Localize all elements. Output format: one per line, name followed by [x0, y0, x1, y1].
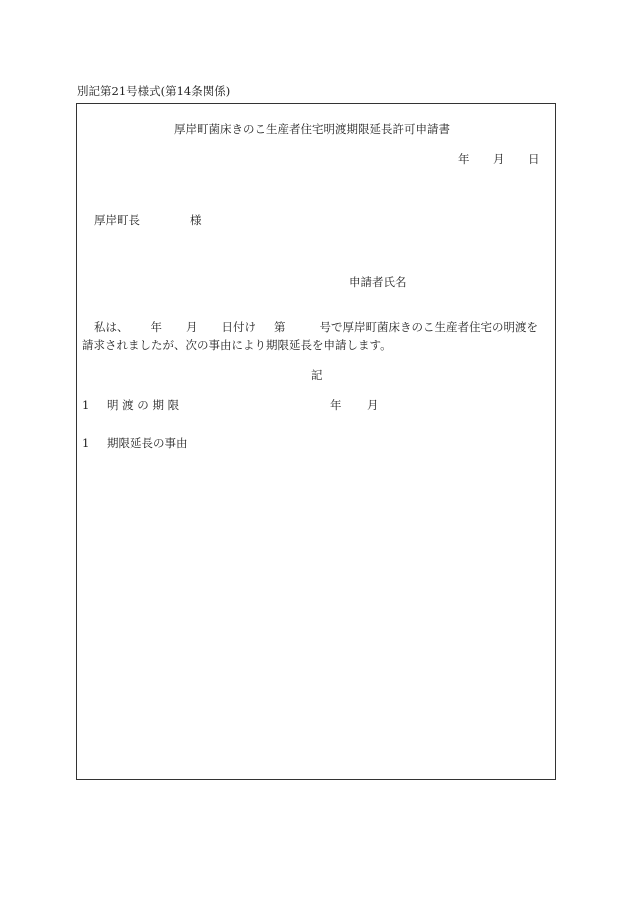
- body-number-prefix: 第: [274, 320, 286, 334]
- body-year: 年: [150, 320, 162, 334]
- ki-heading: 記: [311, 368, 323, 382]
- item-1-year: 年: [330, 398, 342, 412]
- body-dated: 日付け: [221, 320, 256, 334]
- date-month: 月: [493, 152, 505, 166]
- body-line1-rest: 号で厚岸町菌床きのこ生産者住宅の明渡を: [319, 320, 538, 334]
- item-1-number: 1: [82, 398, 90, 412]
- item-1-label: 明 渡 の 期 限: [107, 398, 180, 412]
- item-2-number: 1: [82, 436, 90, 450]
- item-1-month: 月: [367, 398, 379, 412]
- form-label: 別記第21号様式(第14条関係): [77, 84, 231, 98]
- applicant-name-label: 申請者氏名: [349, 275, 407, 289]
- item-2-label: 期限延長の事由: [107, 436, 188, 450]
- body-line-2: 請求されましたが、次の事由により期限延長を申請します。: [82, 338, 392, 352]
- body-month: 月: [186, 320, 198, 334]
- body-subject: 私は、: [94, 320, 129, 334]
- addressee-name: 厚岸町長: [94, 213, 140, 227]
- addressee-honorific: 様: [190, 213, 202, 227]
- form-title: 厚岸町菌床きのこ生産者住宅明渡期限延長許可申請書: [174, 122, 450, 136]
- date-year: 年: [458, 152, 470, 166]
- body-line-1: [94, 322, 538, 334]
- date-day: 日: [528, 152, 540, 166]
